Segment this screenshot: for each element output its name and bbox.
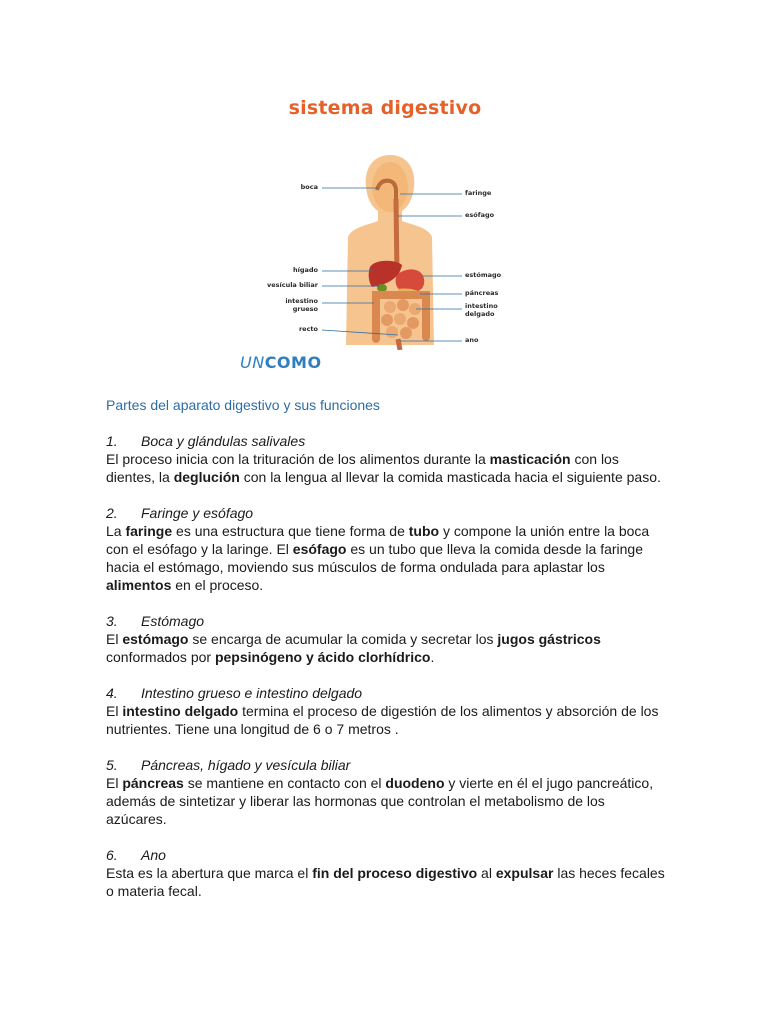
- gallbladder-shape: [377, 284, 387, 292]
- section-number: 2.: [106, 505, 118, 521]
- label-pancreas: páncreas: [465, 289, 499, 297]
- bold-term: intestino delgado: [122, 703, 239, 719]
- label-intestino-grueso: intestino grueso: [285, 297, 318, 313]
- paragraph-text: en el proceso.: [171, 577, 264, 593]
- section-title: [106, 846, 666, 864]
- label-esofago: esófago: [465, 211, 495, 219]
- paragraph-text: y vierte en él el jugo pancreático, además de sintetizar y liberar las hormonas que controlan el metabolismo de los azúcares.: [106, 775, 654, 827]
- paragraph-text: .: [430, 649, 435, 665]
- section-title-text: Estómago: [141, 613, 205, 629]
- bold-term: fin del proceso digestivo: [312, 865, 478, 881]
- section-item: [106, 432, 666, 486]
- label-ano: ano: [465, 336, 479, 344]
- section-title: [106, 432, 666, 450]
- section-title: [106, 756, 666, 774]
- label-higado: hígado: [292, 266, 318, 274]
- document-content: [106, 396, 666, 918]
- paragraph-text: El: [106, 703, 123, 719]
- section-paragraph: [106, 450, 666, 486]
- bold-term: estómago: [122, 631, 189, 647]
- bold-term: páncreas: [122, 775, 184, 791]
- figure-title: sistema digestivo: [288, 97, 482, 119]
- logo-como: COMO: [264, 353, 322, 372]
- label-vesicula-biliar: vesícula biliar: [266, 281, 318, 289]
- section-heading: Partes del aparato digestivo y sus funciones: [106, 397, 380, 413]
- section-title: [106, 684, 666, 702]
- section-paragraph: [106, 864, 666, 900]
- section-item: [106, 684, 666, 738]
- paragraph-text: las heces fecales o materia fecal.: [106, 865, 665, 899]
- label-boca: boca: [300, 183, 318, 191]
- label-estomago: estómago: [465, 271, 502, 279]
- section-item: [106, 756, 666, 828]
- rectum-shape: [398, 339, 400, 350]
- paragraph-text: termina el proceso de digestión de los alimentos y absorción de los nutrientes. Tiene una longitud de 6 o 7 metros .: [106, 703, 659, 737]
- section-title-text: Faringe y esófago: [141, 505, 254, 521]
- paragraph-text: al: [477, 865, 496, 881]
- section-number: 5.: [106, 757, 118, 773]
- digestive-system-figure: [240, 95, 530, 380]
- paragraph-text: La: [106, 523, 126, 539]
- paragraph-text: se encarga de acumular la comida y secretar los: [188, 631, 498, 647]
- paragraph-text: es un tubo que lleva la comida desde la faringe hacia el estómago, moviendo sus músculos de forma ondulada para aplastar los: [106, 541, 643, 575]
- label-recto: recto: [298, 325, 318, 333]
- section-paragraph: [106, 702, 666, 738]
- section-number: 3.: [106, 613, 118, 629]
- section-item: [106, 846, 666, 900]
- section-item: [106, 504, 666, 594]
- paragraph-text: con la lengua al llevar la comida masticada hacia el siguiente paso.: [239, 469, 661, 485]
- bold-term: duodeno: [385, 775, 445, 791]
- paragraph-text: es una estructura que tiene forma de: [172, 523, 409, 539]
- section-number: 6.: [106, 847, 118, 863]
- paragraph-text: y compone la unión entre la boca con el esófago y la laringe. El: [106, 523, 650, 557]
- paragraph-text: El: [106, 631, 123, 647]
- section-title-text: Ano: [141, 847, 166, 863]
- section-paragraph: [106, 630, 666, 666]
- logo-un: UN: [240, 353, 265, 372]
- bold-term: tubo: [408, 523, 440, 539]
- paragraph-text: El: [106, 775, 123, 791]
- bold-term: jugos gástricos: [497, 631, 601, 647]
- bold-term: esófago: [292, 541, 347, 557]
- section-paragraph: [106, 522, 666, 594]
- section-paragraph: [106, 774, 666, 828]
- bold-term: masticación: [489, 451, 571, 467]
- section-title: [106, 504, 666, 522]
- section-number: 1.: [106, 433, 118, 449]
- paragraph-text: El proceso inicia con la trituración de los alimentos durante la: [106, 451, 490, 467]
- section-title-text: Intestino grueso e intestino delgado: [141, 685, 363, 701]
- paragraph-text: con los dientes, la: [106, 451, 619, 485]
- paragraph-text: Esta es la abertura que marca el: [106, 865, 313, 881]
- uncomo-logo: [240, 353, 322, 372]
- section-title-text: Páncreas, hígado y vesícula biliar: [141, 757, 351, 773]
- label-intestino-delgado: intestino delgado: [465, 302, 498, 318]
- bold-term: alimentos: [106, 577, 172, 593]
- paragraph-text: conformados por: [106, 649, 215, 665]
- bold-term: deglución: [173, 469, 240, 485]
- bold-term: faringe: [125, 523, 173, 539]
- section-title: [106, 612, 666, 630]
- bold-term: expulsar: [495, 865, 554, 881]
- bold-term: pepsinógeno y ácido clorhídrico: [214, 649, 431, 665]
- label-faringe: faringe: [465, 189, 492, 197]
- section-title-text: Boca y glándulas salivales: [141, 433, 306, 449]
- section-number: 4.: [106, 685, 118, 701]
- paragraph-text: se mantiene en contacto con el: [183, 775, 386, 791]
- section-item: [106, 612, 666, 666]
- sections-list: [106, 432, 666, 900]
